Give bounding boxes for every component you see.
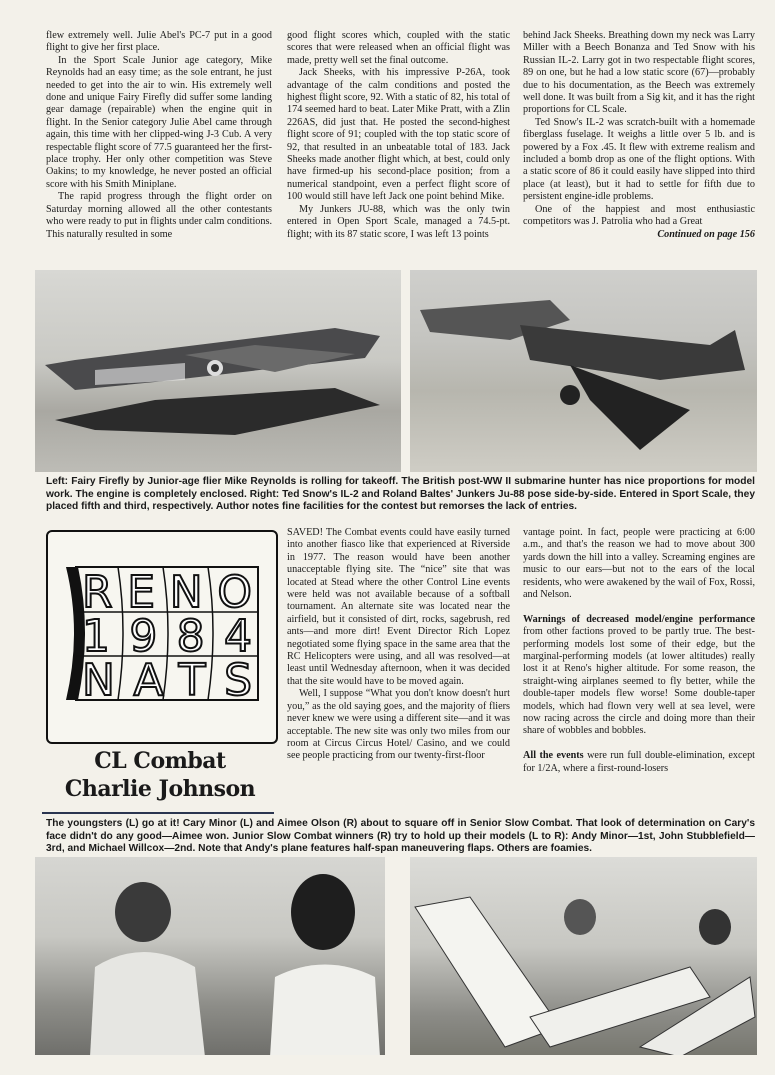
paragraph: good flight scores which, coupled with the static scores that were released when an official flight was made, pretty well set the final outcome. (287, 30, 510, 66)
paragraph-body: were run full double-elimination, except for 1/2A, where a first-round-losers (523, 750, 755, 774)
logo-text-reno: RENO (82, 567, 252, 618)
paragraph: The rapid progress through the flight order on Saturday morning allowed all the other contestants who were ready to put in flights under calm conditions. This naturally resulted in some (46, 191, 272, 240)
paragraph: In the Sport Scale Junior age category, Mike Reynolds had an easy time; as the sole entrant, he just needed to get into the air to win. His extremely well done and unique Fairy Firefly did suffer some landing gear damage (repairable) when the engine quit in flight. In the Senior category Julie Abel came through again, this time with her clipped-wing J-3 Cub. A very respectable flight score of 77.5 guaranteed her the first-place trophy. Her only other competition was Steve Oakins; to my knowledge, he never posted an official score with his Smith Miniplane. (46, 54, 273, 190)
article-author: Charlie Johnson (64, 776, 256, 802)
logo-graphic (48, 532, 276, 742)
continued-note: Continued on page 156 (657, 228, 755, 240)
reno-1984-nats-logo (46, 530, 278, 744)
paragraph (523, 614, 755, 738)
article2-column-2 (523, 527, 755, 775)
logo-text-year: 1984 (82, 611, 252, 662)
airplanes-illustration (410, 270, 757, 472)
paragraph-lead: All the events (523, 750, 584, 762)
article2-column-1 (287, 527, 510, 763)
paragraph: My Junkers JU-88, which was the only twin entered in Open Sport Scale, managed a 74.5-pt. flight; with its 87 static score, I was left 13 points (287, 203, 510, 240)
paragraph (523, 750, 755, 775)
paragraph: One of the happiest and most enthusiastic competitors was J. Patrolia who had a Great (523, 203, 755, 228)
article-title: CL Combat (94, 748, 226, 774)
photo-fairy-firefly (35, 270, 401, 472)
photo-caption-top: Left: Fairy Firefly by Junior-age flier Mike Reynolds is rolling for takeoff. The British post-WW II submarine hunter has nice proportions for model work. The engine is completely enclosed. Right: Ted Snow's IL-2 and Roland Baltes' Junkers Ju-88 pose side-by-side. Entered in Sport Scale, they placed fifth and third, respectively. Author notes fine facilities for the contest but remorses the lack of entries. (46, 476, 755, 513)
paragraph-body: from other factions proved to be partly true. The best-performing models lost some of their edge, but the marginal-performing models (at lower altitudes) really lost it at Reno's higher altitude. For some reason, the straight-wing airplanes seemed to fly better, while the double-taper models flew worse! Some double-taper models, which had flown very well at sea level, were now racing across the circle and doing more than their share of wobbles and bobbles. (523, 626, 755, 737)
logo-text-nats: NATS (82, 655, 252, 706)
photo-il2-ju88 (410, 270, 757, 472)
paragraph: Well, I suppose “What you don't know doesn't hurt you,” as the old saying goes, and the majority of fliers never knew we were using a different site—and it was acceptable. The new site was only two miles from our room at Circus Circus Hotel/ Casino, and we could see people practicing from our twenty-first-floor (287, 688, 510, 762)
article-column-2 (287, 30, 510, 241)
photo-caption-bottom: The youngsters (L) go at it! Cary Minor (L) and Aimee Olson (R) about to square off in Senior Slow Combat. That look of determination on Cary's face didn't do any good—Aimee won. Junior Slow Combat winners (R) try to hold up their models (L to R): Andy Minor—1st, John Stubblefield—3rd, and Michael Willcox—2nd. Note that Andy's plane features half-span maneuvering flaps. Others are foamies. (46, 818, 755, 855)
article-column-1 (46, 30, 272, 241)
photo-youngsters-combat (35, 857, 385, 1055)
paragraph: Jack Sheeks, with his impressive P-26A, took advantage of the calm conditions and posted the highest flight score, 92. With a static of 82, his total of 174 seemed hard to beat. Later Mike Pratt, with a Zlin 226AS, did just that. He posted the second-highest flight score of 91; coupled with the top static score of 92, that resulted in an unbeatable total of 183. Jack Sheeks made another flight which, at best, could only have firmed-up his second-place position; from a numerical standpoint, even a perfect flight score of 100 would still have left Jack one point behind Mike. (287, 67, 510, 203)
caption-rule (42, 812, 274, 814)
photo-junior-winners (410, 857, 757, 1055)
airplane-illustration (35, 270, 401, 472)
people-models-illustration (410, 857, 757, 1055)
people-illustration (35, 857, 385, 1055)
paragraph: Ted Snow's IL-2 was scratch-built with a homemade fiberglass fuselage. It weighs a little over 5 lb. and is powered by a Fox .45. It flew with extreme realism and included a bomb drop as one of the flight options. With a static score of 86 it could easily have slipped into third place (at least), but it had to settle for fifth due to persistent engine-idle problems. (523, 116, 755, 203)
paragraph: SAVED! The Combat events could have easily turned into another fiasco like that experienced at Riverside in 1977. The reason would have been another unacceptable flying site. The “nice” site that was located at Stead where the other Control Line events were held was not available because of a softball tournament. An alternate site was located near the airfield, but it consisted of dirt, rocks, sagebrush, red ants—and more dirt! Event Director Rich Lopez negotiated some flying space in the same area that the RC Helicopters were using, and all was resolved—at least until Wednesday afternoon, when it was decided that the site would have to be moved again. (287, 527, 510, 687)
paragraph: flew extremely well. Julie Abel's PC-7 put in a good flight to give her first place. (46, 30, 272, 54)
paragraph: behind Jack Sheeks. Breathing down my neck was Larry Miller with a Beech Bonanza and Ted Snow with his Russian IL-2. Larry got in two respectable flight scores, 89 on one, but he had a low static score (67)—probably due to his documentation, as the Beech was extremely well done. It was built from a Sig kit, and it has the right proportions for CL Scale. (523, 30, 755, 116)
paragraph-lead: Warnings of decreased model/engine performance (523, 613, 755, 625)
article-column-3 (523, 30, 755, 241)
paragraph: vantage point. In fact, people were practicing at 6:00 a.m., and that's the reason we had to move about 300 yards down the hill into a valley. Screaming engines are music to our ears—but not to the ears of the local residents, who were awakened by the wail of Fox, Rossi, and Nelson. (523, 527, 755, 601)
